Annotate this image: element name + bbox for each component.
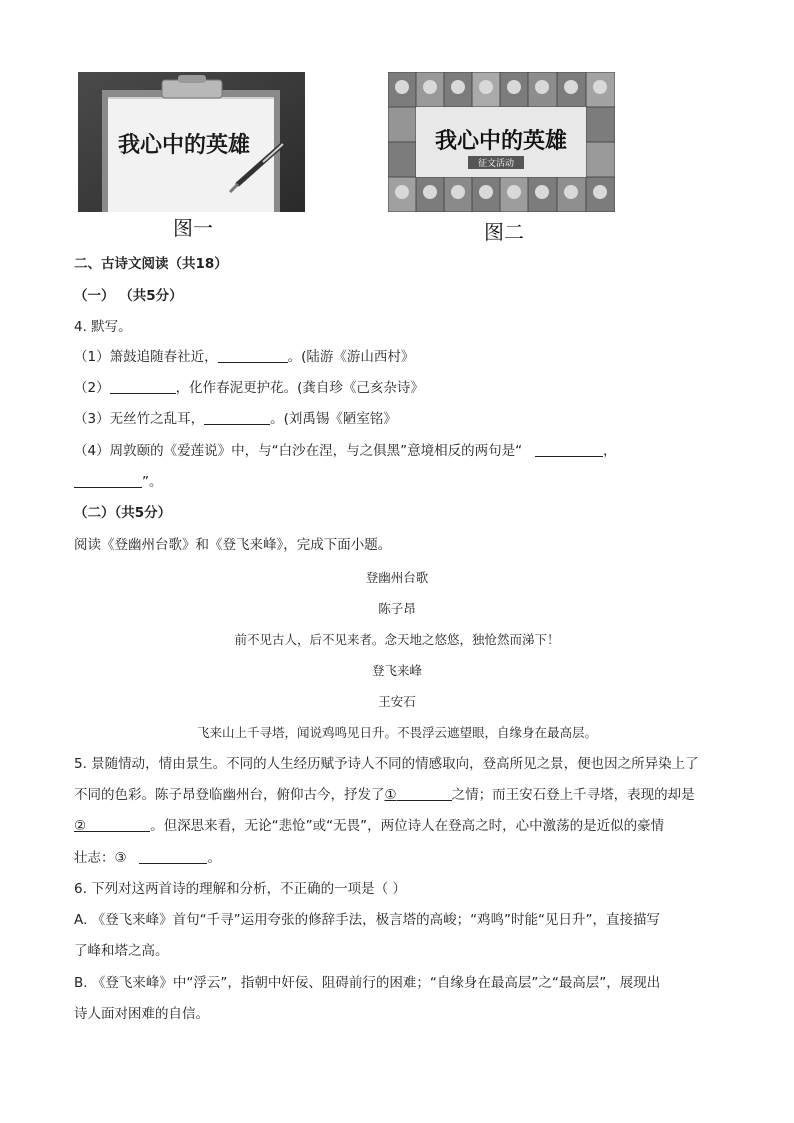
section-heading: 二、古诗文阅读（共18） xyxy=(74,256,228,272)
figure-1-image xyxy=(78,72,305,212)
poem1-text: 前不见古人，后不见来者。念天地之悠悠，独怆然而涕下！ xyxy=(234,632,560,647)
figure-1-text: 我心中的英雄 xyxy=(117,132,251,158)
q4-item-4-cont: ”。 xyxy=(74,473,163,491)
figure-2-banner: 征文活动 xyxy=(477,159,515,169)
figure-2-image xyxy=(388,72,615,212)
q5-line-2: 不同的色彩。陈子昂登临幽州台，俯仰古今，抒发了① 之情；而王安石登上千寻塔，表现的却是 xyxy=(74,787,695,803)
poem2-title: 登飞来峰 xyxy=(371,663,422,678)
q6-option-a-line-1[interactable]: A. 《登飞来峰》首句“千寻”运用夸张的修辞手法，极言塔的高峻；“鸡鸣”时能“见日升”，直接描写 xyxy=(74,912,661,928)
q6-option-b-line-2: 诗人面对困难的自信。 xyxy=(74,1006,209,1022)
q6-option-b-line-1[interactable]: B. 《登飞来峰》中“浮云”，指朝中奸佞、阻碍前行的困难；“自缘身在最高层”之“最高层”，展现出 xyxy=(74,975,661,991)
q4-item-3: （3）无丝竹之乱耳， 。(刘禹锡《陋室铭》 xyxy=(74,411,397,427)
figure-1-caption: 图一 xyxy=(173,216,213,240)
q4-item-2: （2） ，化作春泥更护花。(龚自珍《己亥杂诗》 xyxy=(74,380,424,396)
answer-blank[interactable] xyxy=(110,379,176,394)
q4-item-1: （1）箫鼓追随春社近， 。(陆游《游山西村》 xyxy=(74,349,415,365)
reading-instruction: 阅读《登幽州台歌》和《登飞来峰》，完成下面小题。 xyxy=(74,537,392,553)
q6-stem: 6. 下列对这两首诗的理解和分析，不正确的一项是（ ） xyxy=(74,881,406,897)
poem2-author: 王安石 xyxy=(378,694,416,709)
poem1-author: 陈子昂 xyxy=(378,601,416,616)
answer-blank[interactable] xyxy=(397,786,452,801)
q5-line-3: ② 。但深思来看，无论“悲怆”或“无畏”，两位诗人在登高之时，心中激荡的是近似的豪情 xyxy=(74,818,665,834)
poem1-title: 登幽州台歌 xyxy=(365,570,429,585)
q4-title: 4. 默写。 xyxy=(74,319,132,335)
answer-blank[interactable] xyxy=(535,442,603,457)
q6-option-a-line-2: 了峰和塔之高。 xyxy=(74,943,169,959)
answer-blank[interactable] xyxy=(74,473,142,488)
q4-item-4: （4）周敦颐的《爱莲说》中，与“白沙在涅，与之俱黑”意境相反的两句是“ ， xyxy=(74,443,617,459)
clipboard-illustration xyxy=(78,72,305,212)
part2-heading: （二）（共5分） xyxy=(74,505,172,521)
answer-blank[interactable] xyxy=(139,849,207,864)
poem2-text: 飞来山上千寻塔，闻说鸡鸣见日升。不畏浮云遮望眼，自缘身在最高层。 xyxy=(196,725,597,740)
part1-heading: （一） （共5分） xyxy=(74,288,183,304)
portrait-collage xyxy=(388,72,615,212)
q5-line-4: 壮志：③ 。 xyxy=(74,850,221,866)
answer-blank[interactable] xyxy=(218,348,288,363)
q5-line-1: 5. 景随情动，情由景生。不同的人生经历赋予诗人不同的情感取向，登高所见之景，便也因之所异染上了 xyxy=(74,756,699,772)
answer-blank[interactable] xyxy=(204,410,270,425)
figure-2-caption: 图二 xyxy=(484,220,524,244)
figure-2-text: 我心中的英雄 xyxy=(434,128,568,154)
answer-blank[interactable] xyxy=(86,817,150,832)
